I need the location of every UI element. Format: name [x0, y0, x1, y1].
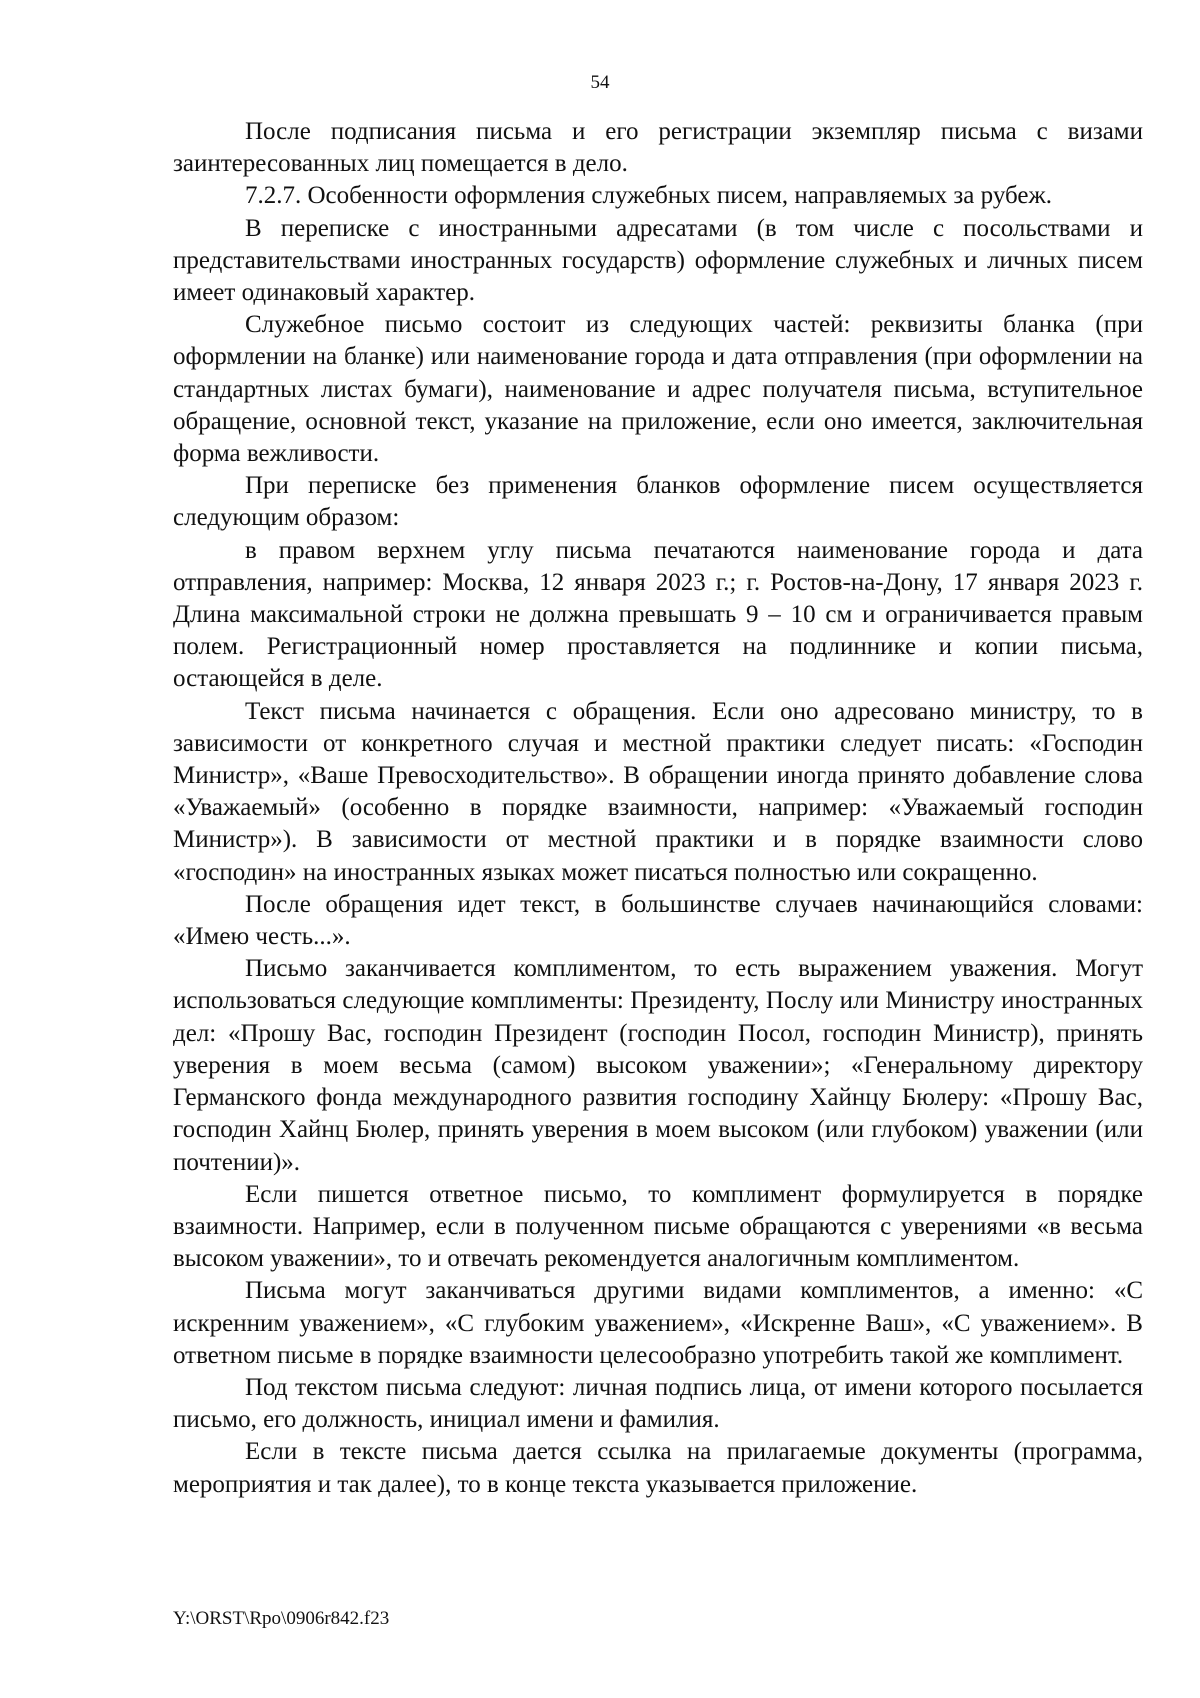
paragraph-after-salutation: После обращения идет текст, в большинстве случаев начинающийся словами: «Имею честь...». [173, 890, 1143, 951]
paragraph-other-compliments: Письма могут заканчиваться другими видами комплиментов, а именно: «С искренним уважением», «С глубоким уважением», «Искренне Ваш», «С уважением». В ответном письме в порядке взаимности целесообразно употребить такой же комплимент. [173, 1277, 1143, 1369]
paragraph-signature: Под текстом письма следуют: личная подпись лица, от имени которого посылается письмо, его должность, инициал имени и фамилия. [173, 1373, 1143, 1434]
paragraph-compliment: Письмо заканчивается комплиментом, то есть выражением уважения. Могут использоваться следующие комплименты: Президенту, Послу или Министру иностранных дел: «Прошу Вас, господин Президент (господин Посол, господин Министр), принять уверения в моем весьма (самом) высоком уважении»; «Генеральному директору Германского фонда международного развития господину Хайнцу Бюлеру: «Прошу Вас, господин Хайнц Бюлер, принять уверения в моем высоком (или глубоком) уважении (или почтении)». [173, 955, 1143, 1176]
paragraph-attachment: Если в тексте письма дается ссылка на прилагаемые документы (программа, мероприятия и так далее), то в конце текста указывается приложение. [173, 1438, 1143, 1498]
paragraph-reply-letter: Если пишется ответное письмо, то комплимент формулируется в порядке взаимности. Например, если в полученном письме обращаются с уверениями «в весьма высоком уважении», то и отвечать рекомендуется аналогичным комплиментом. [173, 1180, 1143, 1273]
page-number: 54 [590, 72, 610, 93]
paragraph-foreign-addressees: В переписке с иностранными адресатами (в том числе с посольствами и представительствами иностранных государств) оформление служебных и личных писем имеет одинаковый характер. [173, 214, 1143, 307]
paragraph-section-heading: 7.2.7. Особенности оформления служебных писем, направляемых за рубеж. [245, 182, 1052, 210]
document-body [173, 116, 1143, 1501]
paragraph-salutation: Текст письма начинается с обращения. Если оно адресовано министру, то в зависимости от конкретного случая и местной практики следует писать: «Господин Министр», «Ваше Превосходительство». В обращении иногда принято добавление слова «Уважаемый» (особенно в порядке взаимности, например: «Уважаемый господин Министр»). В зависимости от местной практики и в порядке взаимности слово «господин» на иностранных языках может писаться полностью или сокращенно. [173, 697, 1143, 886]
footer-file-path: Y:\ORST\Rpo\0906r842.f23 [173, 1608, 390, 1629]
paragraph-letter-parts: Служебное письмо состоит из следующих частей: реквизиты бланка (при оформлении на бланке) или наименование города и дата отправления (при оформлении на стандартных листах бумаги), наименование и адрес получателя письма, вступительное обращение, основной текст, указание на приложение, если оно имеется, заключительная форма вежливости. [173, 311, 1143, 468]
paragraph-signing: После подписания письма и его регистрации экземпляр письма с визами заинтересованных лиц помещается в дело. [173, 118, 1143, 178]
paragraph-without-blanks: При переписке без применения бланков оформление писем осуществляется следующим образом: [173, 472, 1143, 532]
paragraph-city-date: в правом верхнем углу письма печатаются наименование города и дата отправления, например: Москва, 12 января 2023 г.; г. Ростов-на-Дону, 17 января 2023 г. Длина максимальной строки не должна превышать 9 – 10 см и ограничивается правым полем. Регистрационный номер проставляется на подлиннике и копии письма, остающейся в деле. [173, 536, 1143, 693]
